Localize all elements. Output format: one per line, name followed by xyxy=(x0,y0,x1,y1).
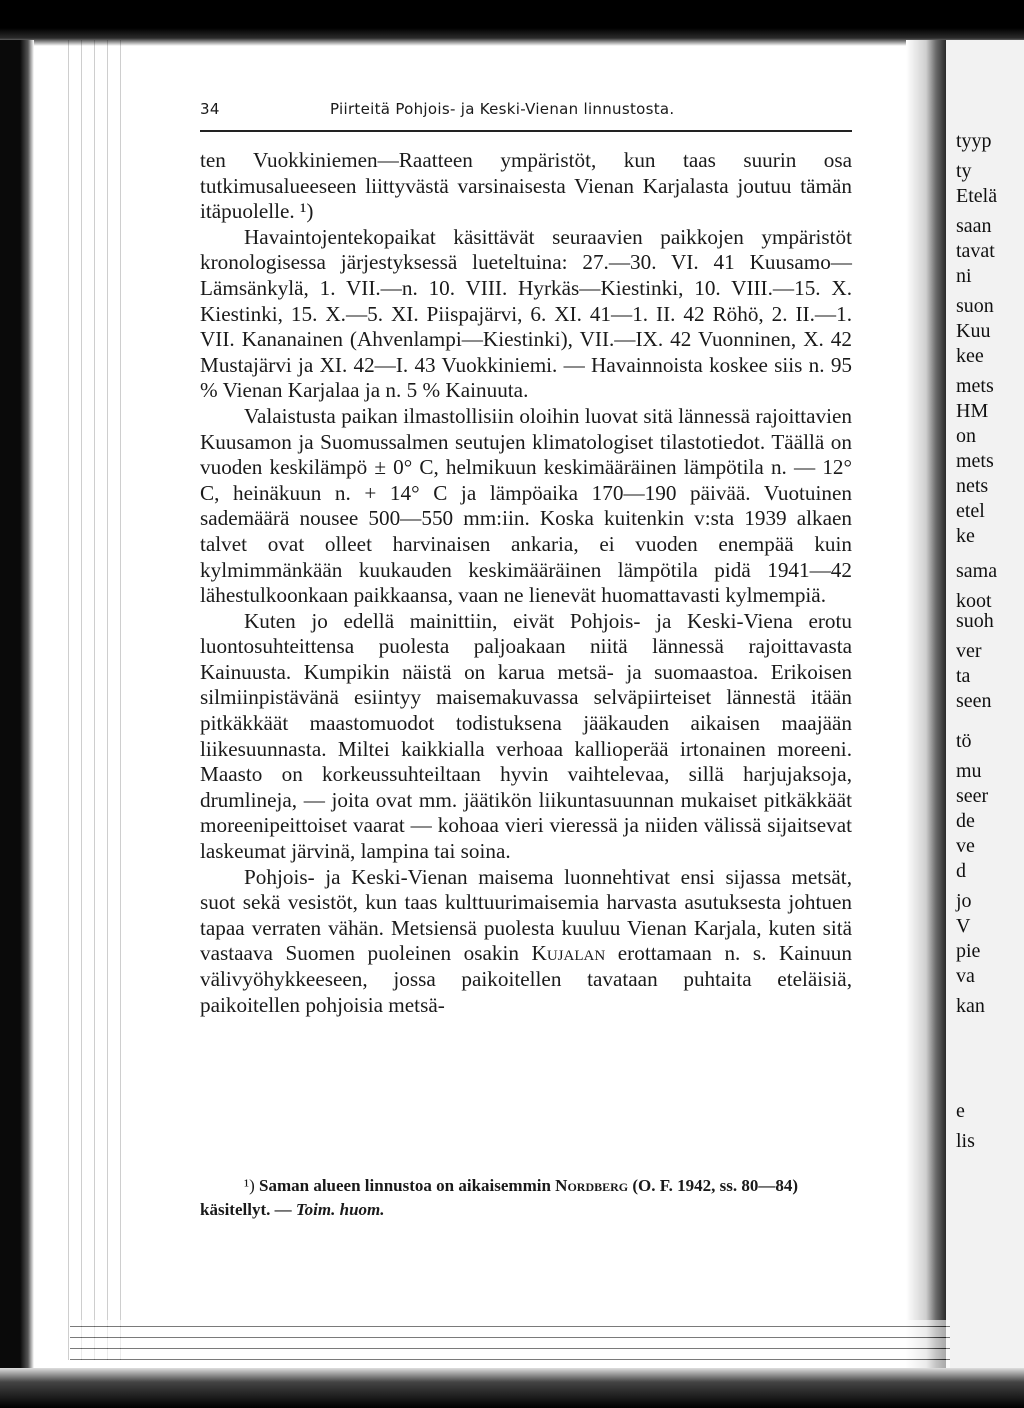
next-page-text-fragment: ve xyxy=(956,835,975,857)
page-number: 34 xyxy=(200,100,220,118)
footnote xyxy=(200,1174,852,1222)
next-page-text-fragment: ke xyxy=(956,525,975,547)
footnote-editor-note: Toim. huom. xyxy=(295,1200,385,1219)
next-page-text-fragment: mu xyxy=(956,760,982,782)
running-title: Piirteitä Pohjois- ja Keski-Vienan linnustosta. xyxy=(330,100,675,118)
paragraph: Kuten jo edellä mainittiin, eivät Pohjois- ja Keski-Viena erotu luontosuhteittensa puolesta paljoakaan niitä lännessä rajoittavasta Kainuusta. Kumpikin näistä on karua metsä- ja suomaastoa. Erikoisen silmiinpistävänä esiintyy maisemakuvassa selväpiirteiset lännestä itään pitkäkkäät maastomuodot todistuksena jääkauden aikaisen maajään liikesuunnasta. Miltei kaikkialla verhoaa kallioperää irtonainen moreeni. Maasto on korkeussuhteiltaan hyvin vaihtelevaa, sillä harjujaksoja, drumlineja, — joita ovat mm. jäätikön liikuntasuunnan mukaiset pitkäkkäät moreenipeittoiset vaarat — kohoaa vieri vieressä ja niiden välissä sijaitsevat laskeumat järvinä, lampina tai soina. xyxy=(200,608,852,864)
scan-bottom-lines xyxy=(70,1320,950,1368)
scan-bottom-band xyxy=(0,1368,1024,1408)
paragraph: Havaintojentekopaikat käsittävät seuraavien paikkojen ympäristöt kronologisessa järjestyksessä lueteltuina: 27.—30. VI. 41 Kuusamo—Lämsänkylä, 1. VII.—n. 10. VIII. Hyrkäs—Kiestinki, 10. VIII.—15. X. Kiestinki, 15. X.—5. XI. Piispajärvi, 6. XI. 41—1. II. 42 Röhö, 2. II.—1. VII. Kananainen (Ahvenlampi—Kiestinki), VII.—IX. 42 Vuonninen, X. 42 Mustajärvi ja XI. 42—I. 43 Vuokkiniemi. — Havainnoista koskee siis n. 95 % Vienan Karjalaa ja n. 5 % Kainuuta. xyxy=(200,224,852,403)
footnote-text: (O. F. 1942, ss. 80—84) käsitellyt. — xyxy=(200,1176,798,1219)
paragraph: ten Vuokkiniemen—Raatteen ympäristöt, kun taas suurin osa tutkimusalueeseen liittyvästä varsinaisesta Vienan Karjalasta joutuu tämän itäpuolelle. ¹) xyxy=(200,148,852,224)
next-page-text-fragment: d xyxy=(956,860,966,882)
next-page-text-fragment: ty xyxy=(956,160,972,182)
paragraph xyxy=(200,865,852,1019)
next-page-text-fragment: jo xyxy=(956,890,972,912)
next-page-text-fragment: nets xyxy=(956,475,989,497)
next-page-text-fragment: e xyxy=(956,1100,965,1122)
next-page-text-fragment: ta xyxy=(956,665,971,687)
next-page-text-fragment: kee xyxy=(956,345,984,367)
next-page-text-fragment: ver xyxy=(956,640,982,662)
next-page-text-fragment: koot xyxy=(956,590,992,612)
next-page-text-fragment: Kuu xyxy=(956,320,991,342)
next-page-text-fragment: va xyxy=(956,965,975,987)
next-page-text-fragment: de xyxy=(956,810,975,832)
next-page-text-fragment: tavat xyxy=(956,240,995,262)
next-page-text-fragment: pie xyxy=(956,940,981,962)
scan-top-band xyxy=(0,0,1024,46)
next-page-text-fragment: ni xyxy=(956,265,972,287)
next-page-fragment xyxy=(946,40,1024,1370)
next-page-text-fragment: Etelä xyxy=(956,185,998,207)
paragraph: Valaistusta paikan ilmastollisiin oloihin luovat sitä lännessä rajoittavien Kuusamon ja Suomussalmen seutujen klimatologiset tilastotiedot. Täällä on vuoden keskilämpö ± 0° C, helmikuun keskimääräinen lämpötila n. — 12° C, heinäkuun n. + 14° C ja lämpöaika 170—190 päivää. Vuotuinen sademäärä nousee 500—550 mm:iin. Koska kuitenkin v:sta 1939 alkaen talvet ovat olleet harvinaisen ankaria, ei vuoden enempää kuin kylmimmänkään kuukauden keskimääräinen lämpötila pidä 1941—42 lähestulkoonkaan paikkaansa, vaan ne lienevät huomattavasti kylmempiä. xyxy=(200,403,852,608)
paragraph-text: Pohjois- ja Keski-Vienan maisema luonnehtivat ensi sijassa metsät, suot sekä vesistöt, kun taas kulttuurimaisemia harvasta asutuksesta johtuen tapaa verraten vähän. Metsiensä puolesta kuuluu Vienan Karjala, kuten sitä vastaava Suomen puoleinen osakin xyxy=(200,864,852,966)
scan-left-edge xyxy=(0,40,34,1370)
next-page-text-fragment: seen xyxy=(956,690,992,712)
next-page-text-fragment: mets xyxy=(956,375,994,397)
next-page-text-fragment: tö xyxy=(956,730,972,752)
next-page-text-fragment: sama xyxy=(956,560,998,582)
footnote-author: Nordberg xyxy=(555,1176,629,1195)
next-page-text-fragment: tyyp xyxy=(956,130,992,152)
next-page-text-fragment: seer xyxy=(956,785,989,807)
next-page-text-fragment: suoh xyxy=(956,610,994,632)
footnote-text: Saman alueen linnustoa on aikaisemmin xyxy=(254,1176,556,1195)
paragraph-text: erottamaan n. s. Kainuun välivyöhykkeeseen, jossa paikoitellen tavataan puhtaita eteläisiä, paikoitellen pohjoisia metsä- xyxy=(200,941,852,1017)
running-header xyxy=(200,100,852,124)
book-page xyxy=(200,100,852,1219)
scan-binding-lines xyxy=(62,40,122,1360)
next-page-text-fragment: etel xyxy=(956,500,985,522)
page-gutter xyxy=(906,40,946,1370)
header-rule xyxy=(200,130,852,132)
next-page-text-fragment: lis xyxy=(956,1130,975,1152)
next-page-text-fragment: V xyxy=(956,915,971,937)
next-page-text-fragment: on xyxy=(956,425,976,447)
author-name: Kujalan xyxy=(531,941,606,966)
next-page-text-fragment: HM xyxy=(956,400,989,422)
next-page-text-fragment: mets xyxy=(956,450,994,472)
next-page-text-fragment: saan xyxy=(956,215,992,237)
footnote-mark: ¹) xyxy=(244,1176,255,1195)
body-text xyxy=(200,148,852,1018)
next-page-text-fragment: kan xyxy=(956,995,985,1017)
next-page-text-fragment: suon xyxy=(956,295,994,317)
